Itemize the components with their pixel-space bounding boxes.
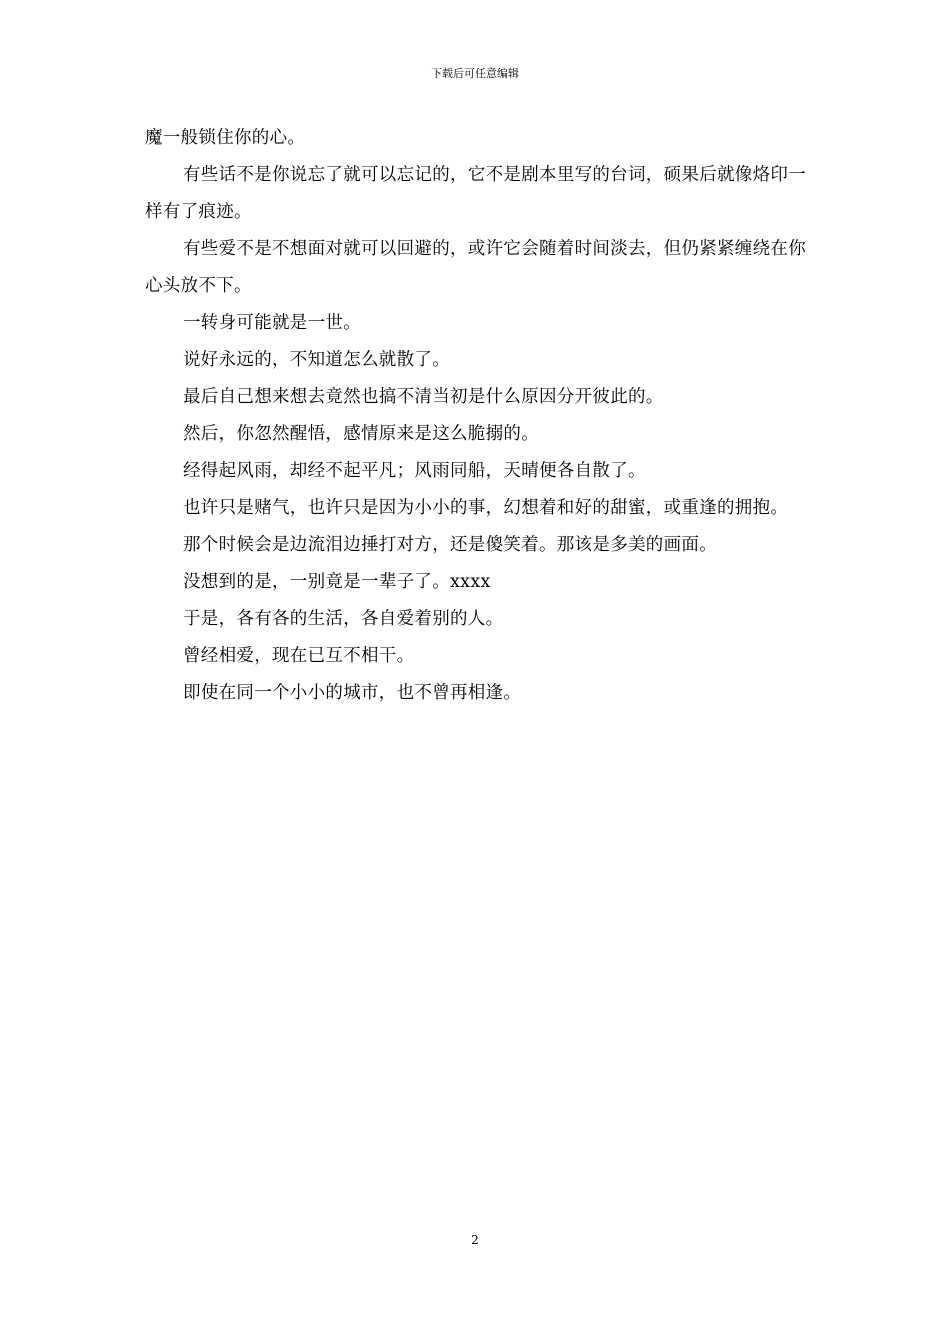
page-number: 2 [471,1233,479,1247]
page-header: 下载后可任意编辑 [431,67,519,80]
paragraph: 曾经相爱，现在已互不相干。 [183,646,415,666]
paragraph: 最后自己想来想去竟然也搞不清当初是什么原因分开彼此的。 [183,387,664,407]
paragraph: 说好永远的，不知道怎么就散了。 [183,350,450,370]
paragraph: 有些话不是你说忘了就可以忘记的，它不是剧本里写的台词，硕果后就像烙印一样有了痕迹。 [145,165,806,222]
paragraph: 即使在同一个小小的城市，也不曾再相逢。 [183,683,522,703]
paragraph: 一转身可能就是一世。 [183,313,361,333]
paragraph: 有些爱不是不想面对就可以回避的，或许它会随着时间淡去，但仍紧紧缠绕在你心头放不下。 [145,239,806,296]
paragraph: 经得起风雨，却经不起平凡；风雨同船，天晴便各自散了。 [183,461,646,481]
paragraph: 然后，你忽然醒悟，感情原来是这么脆搦的。 [183,424,539,444]
paragraph: 魔一般锁住你的心。 [145,128,306,148]
paragraph: 没想到的是，一别竟是一辈子了。xxxx [183,572,491,592]
paragraph: 于是，各有各的生活，各自爱着别的人。 [183,609,504,629]
paragraph: 那个时候会是边流泪边捶打对方，还是傻笑着。那该是多美的画面。 [183,535,717,555]
paragraph: 也许只是赌气，也许只是因为小小的事，幻想着和好的甜蜜，或重逢的拥抱。 [183,498,789,518]
document-body [145,120,810,712]
